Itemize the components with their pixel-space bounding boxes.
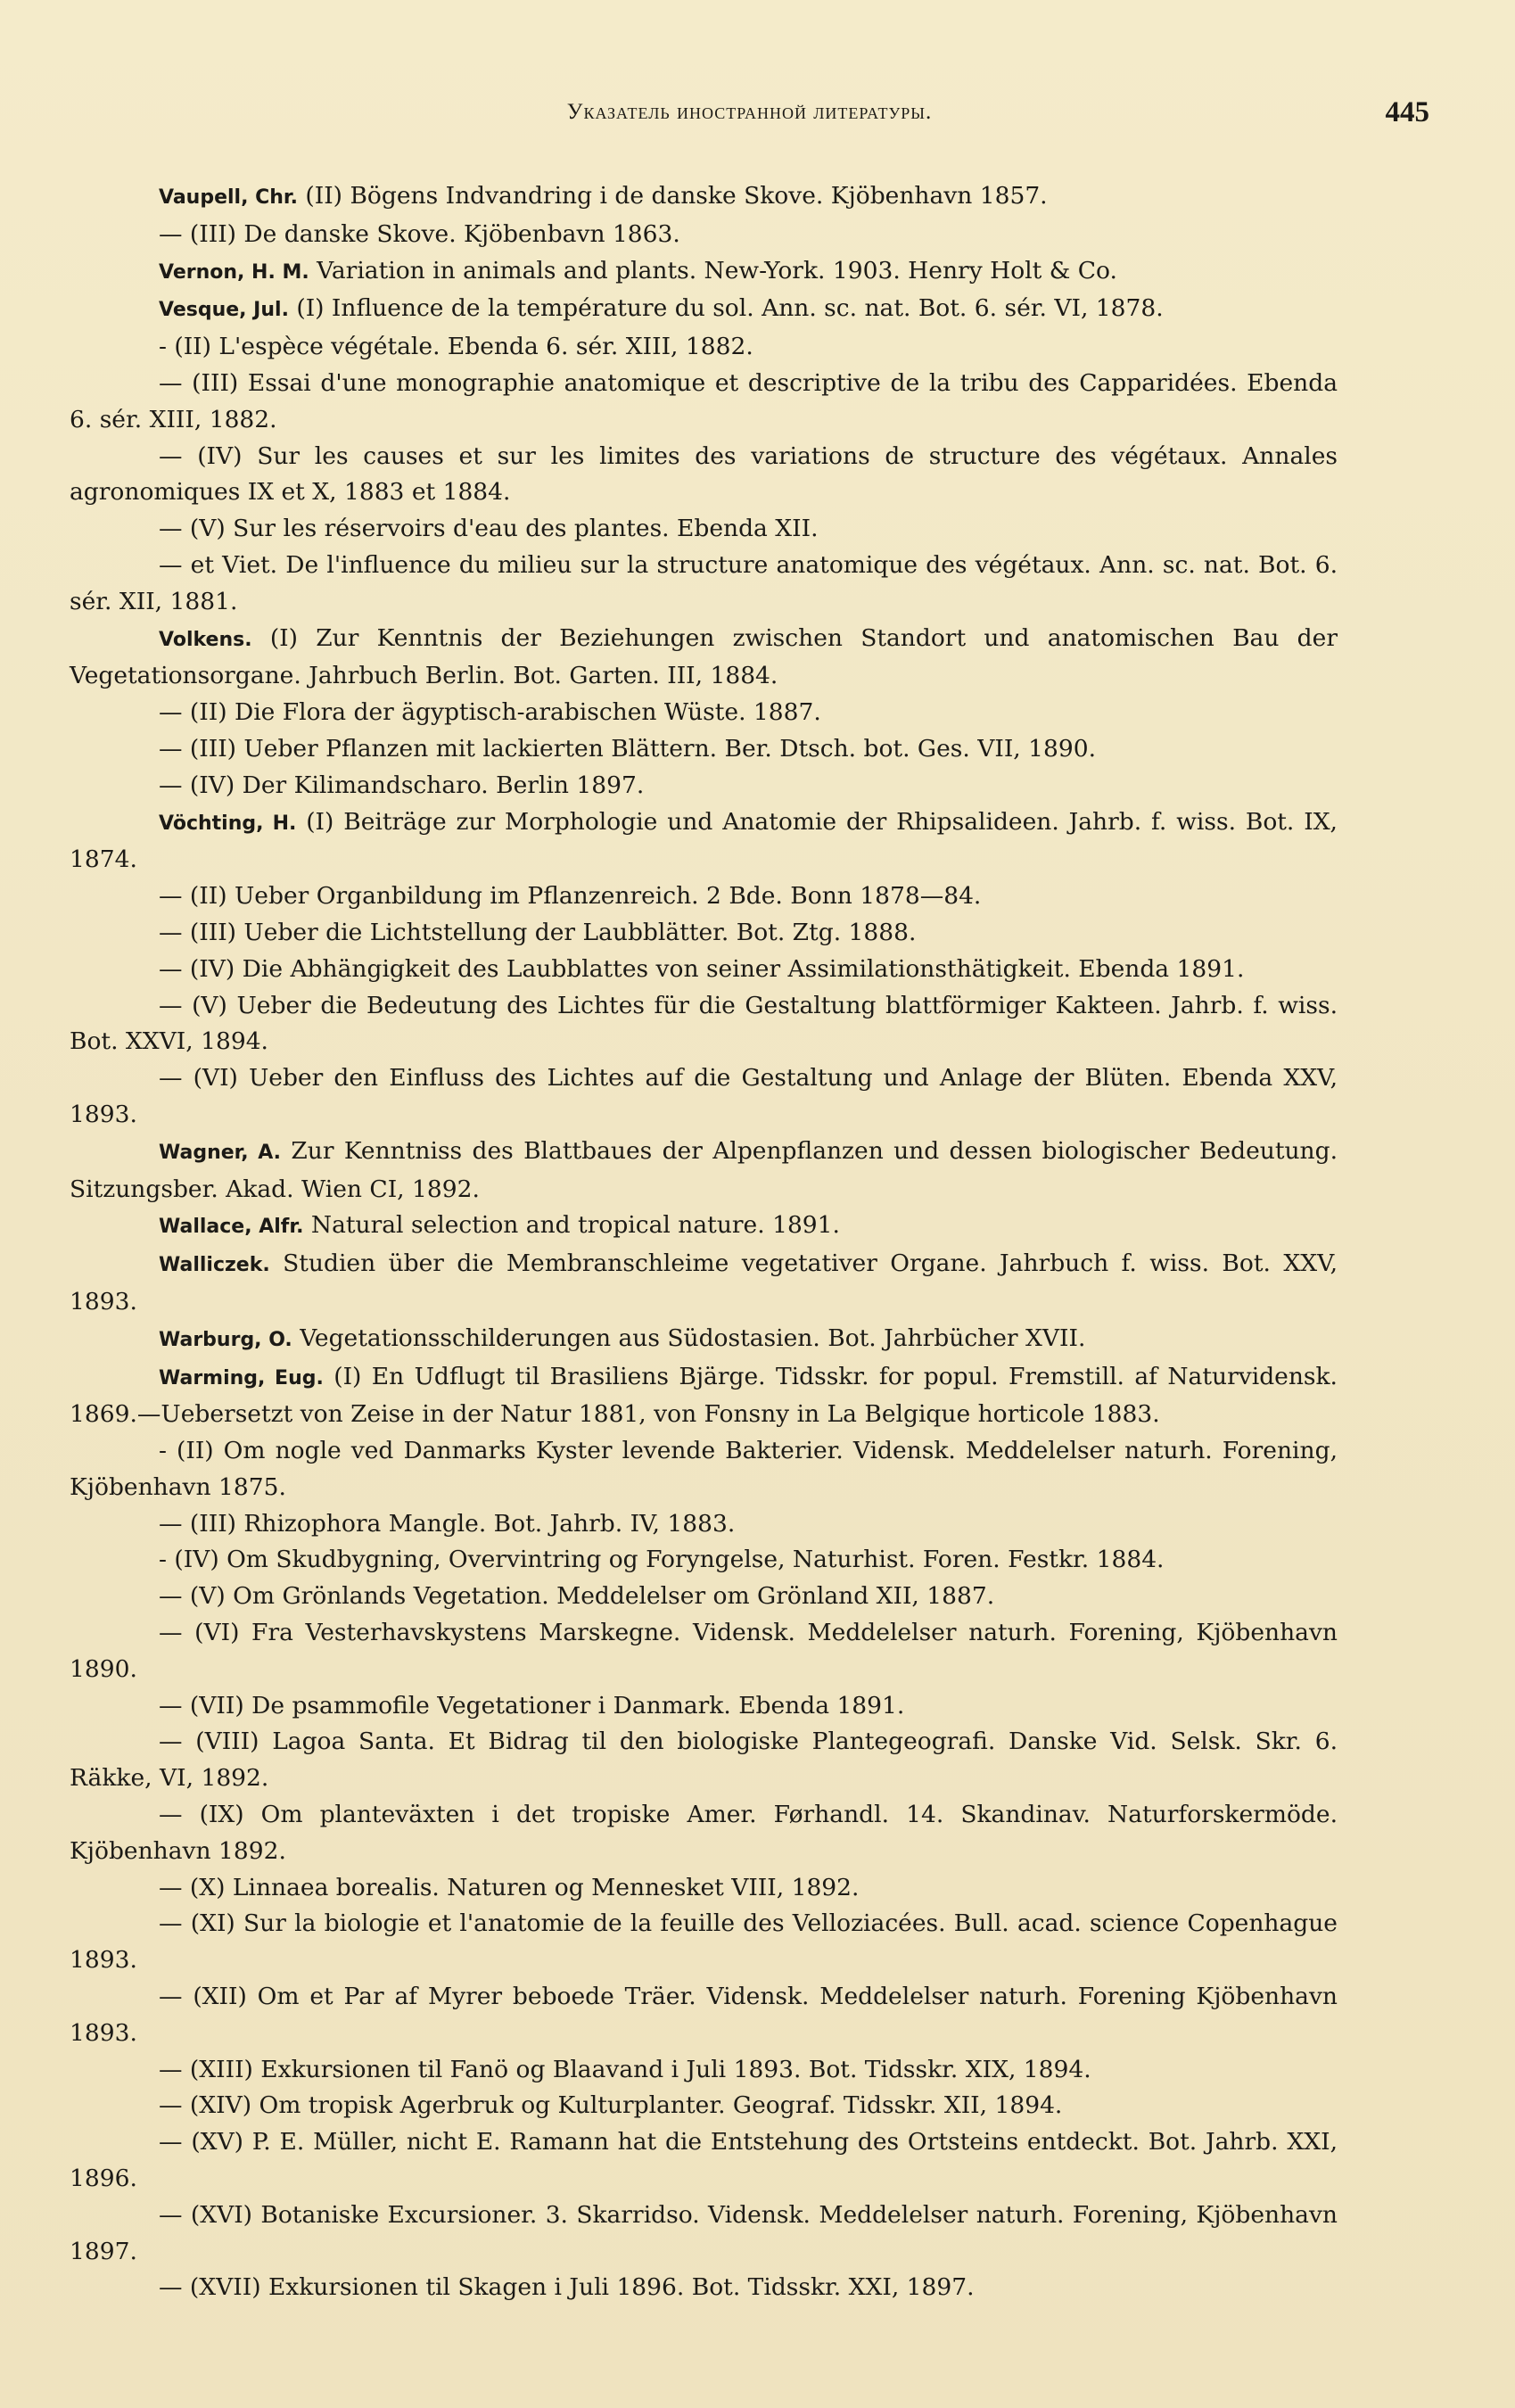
bibliography-entry [70, 1433, 1338, 1506]
entry-text: — (IV) Die Abhängigkeit des Laubblattes von seiner Assimilationsthätigkeit. Ebenda 1891. [159, 954, 1245, 983]
entry-text: (I) Zur Kenntnis der Beziehungen zwischen Standort und anatomischen Bau der Vegetationsorgane. Jahrbuch Berlin. Bot. Garten. III, 1884. [70, 623, 1338, 690]
bibliography-entry [70, 1979, 1338, 2052]
bibliography-entry [70, 1724, 1338, 1797]
bibliography-entry [70, 1615, 1338, 1688]
bibliography-entry [70, 1542, 1338, 1579]
author-name: Volkens. [159, 628, 252, 651]
bibliography-entry [70, 253, 1338, 292]
entry-text: — (XIV) Om tropisk Agerbruk og Kulturplanter. Geograf. Tidsskr. XII, 1894. [159, 2091, 1063, 2120]
author-name: Vernon, H. M. [159, 260, 309, 284]
bibliography-entry [70, 291, 1338, 329]
entry-text: — (III) Rhizophora Mangle. Bot. Jahrb. IV, 1883. [159, 1509, 736, 1538]
entry-text: (I) Beiträge zur Morphologie und Anatomie der Rhipsalideen. Jahrb. f. wiss. Bot. IX, 1874. [70, 807, 1338, 874]
author-name: Vaupell, Chr. [159, 186, 298, 209]
entry-text: — (II) Die Flora der ägyptisch-arabischen Wüste. 1887. [159, 698, 821, 727]
entry-text: — (VII) De psammofile Vegetationer i Danmark. Ebenda 1891. [159, 1691, 905, 1719]
bibliography-entry [70, 1134, 1338, 1208]
running-title: Указатель иностранной литературы. [566, 100, 933, 124]
bibliography-entry [70, 366, 1338, 439]
entry-text: - (II) L'espèce végétale. Ebenda 6. sér. XIII, 1882. [159, 333, 753, 361]
bibliography-entry [70, 2198, 1338, 2271]
entry-text: Vegetationsschilderungen aus Südostasien. Bot. Jahrbücher XVII. [292, 1324, 1086, 1352]
bibliography-entry [70, 988, 1338, 1061]
entry-text: — (VIII) Lagoa Santa. Et Bidrag til den biologiske Plantegeografi. Danske Vid. Selsk. Skr. 6. Räkke, VI, 1892. [70, 1728, 1338, 1793]
bibliography-entry [70, 1060, 1338, 1134]
bibliography-entry [70, 2052, 1338, 2089]
entry-text: — (V) Om Grönlands Vegetation. Meddelelser om Grönland XII, 1887. [159, 1582, 995, 1611]
entry-text: — (III) De danske Skove. Kjöbenbavn 1863. [159, 219, 680, 248]
author-name: Vesque, Jul. [159, 299, 289, 322]
entry-text: — (XII) Om et Par af Myrer beboede Träer. Vidensk. Meddelelser naturh. Forening Kjöbenhavn 1893. [70, 1983, 1338, 2047]
entry-text: - (IV) Om Skudbygning, Overvintring og Foryngelse, Naturhist. Foren. Festkr. 1884. [159, 1546, 1165, 1574]
bibliography-entry [70, 178, 1338, 217]
entry-text: — (XVI) Botaniske Excursioner. 3. Skarridso. Vidensk. Meddelelser naturh. Forening, Kjöbenhavn 1897. [70, 2200, 1338, 2265]
entry-text: Zur Kenntniss des Blattbaues der Alpenpflanzen und dessen biologischer Bedeutung. Sitzungsber. Akad. Wien CI, 1892. [70, 1136, 1338, 1203]
entry-text: — (II) Ueber Organbildung im Pflanzenreich. 2 Bde. Bonn 1878—84. [159, 882, 982, 911]
entry-text: (I) En Udflugt til Brasiliens Bjärge. Tidsskr. for popul. Fremstill. af Naturvidensk. 1869.—Uebersetzt von Zeise in der Natur 1881, von Fonsny in La Belgique horticole 1883. [70, 1362, 1338, 1429]
bibliography-entry [70, 1506, 1338, 1543]
bibliography-entry [70, 217, 1338, 253]
entry-text: — (XV) P. E. Müller, nicht E. Ramann hat die Entstehung des Ortsteins entdeckt. Bot. Jahrb. XXI, 1896. [70, 2128, 1338, 2193]
entry-text: — (XI) Sur la biologie et l'anatomie de la feuille des Velloziacées. Bull. acad. science Copenhague 1893. [70, 1909, 1338, 1975]
author-name: Wagner, A. [159, 1141, 282, 1164]
bibliography-entry [70, 511, 1338, 548]
entry-text: (I) Influence de la température du sol. Ann. sc. nat. Bot. 6. sér. VI, 1878. [288, 294, 1164, 323]
entry-text: Variation in animals and plants. New-York. 1903. Henry Holt & Co. [309, 256, 1117, 285]
entry-text: — (XIII) Exkursionen til Fanö og Blaavand i Juli 1893. Bot. Tidsskr. XIX, 1894. [159, 2055, 1091, 2083]
bibliography-entry [70, 731, 1338, 768]
entry-text: — (X) Linnaea borealis. Naturen og Mennesket VIII, 1892. [159, 1873, 860, 1901]
entry-text: Natural selection and tropical nature. 1891. [303, 1211, 840, 1240]
page-number: 445 [1385, 96, 1429, 128]
bibliography-entry [70, 1359, 1338, 1434]
entry-text: — (XVII) Exkursionen til Skagen i Juli 1896. Bot. Tidsskr. XXI, 1897. [159, 2273, 975, 2302]
entry-text: — (III) Ueber Pflanzen mit lackierten Blättern. Ber. Dtsch. bot. Ges. VII, 1890. [159, 734, 1097, 763]
entry-text: — et Viet. De l'influence du milieu sur la structure anatomique des végétaux. Ann. sc. nat. Bot. 6. sér. XII, 1881. [70, 550, 1338, 615]
author-name: Vöchting, H. [159, 812, 297, 835]
bibliography-entry [70, 1688, 1338, 1725]
author-name: Walliczek. [159, 1254, 270, 1277]
entry-text: Studien über die Membranschleime vegetativer Organe. Jahrbuch f. wiss. Bot. XXV, 1893. [70, 1249, 1338, 1315]
bibliography-entry [70, 804, 1338, 879]
entry-text: — (V) Ueber die Bedeutung des Lichtes für die Gestaltung blattförmiger Kakteen. Jahrb. f. wiss. Bot. XXVI, 1894. [70, 991, 1338, 1056]
entry-text: — (VI) Fra Vesterhavskystens Marskegne. Vidensk. Meddelelser naturh. Forening, Kjöbenhavn 1890. [70, 1619, 1338, 1683]
bibliography-entry [70, 768, 1338, 804]
bibliography-entry [70, 952, 1338, 988]
entry-text: — (III) Ueber die Lichtstellung der Laubblätter. Bot. Ztg. 1888. [159, 918, 917, 946]
author-name: Wallace, Alfr. [159, 1216, 304, 1239]
entry-text: — (IV) Der Kilimandscharo. Berlin 1897. [159, 771, 645, 799]
author-name: Warburg, O. [159, 1328, 292, 1351]
entry-text: — (IX) Om planteväxten i det tropiske Amer. Førhandl. 14. Skandinav. Naturforskermöde. Kjöbenhavn 1892. [70, 1801, 1338, 1865]
bibliography-entry [70, 1870, 1338, 1907]
entry-text: — (IV) Sur les causes et sur les limites des variations de structure des végétaux. Annales agronomiques IX et X, 1883 et 1884. [70, 441, 1338, 507]
bibliography-entry [70, 695, 1338, 731]
entry-text: (II) Bögens Indvandring i de danske Skove. Kjöbenhavn 1857. [297, 182, 1048, 210]
author-name: Warming, Eug. [159, 1366, 324, 1390]
bibliography-entry [70, 915, 1338, 952]
bibliography-entry [70, 1246, 1338, 1321]
bibliography-entry [70, 621, 1338, 696]
bibliography-entry [70, 548, 1338, 621]
bibliography-entry [70, 1906, 1338, 1979]
bibliography-entry [70, 2270, 1338, 2306]
entry-text: - (II) Om nogle ved Danmarks Kyster levende Bakterier. Vidensk. Meddelelser naturh. Forening, Kjöbenhavn 1875. [70, 1437, 1338, 1501]
page-header [70, 96, 1429, 139]
bibliography-list [70, 178, 1338, 2306]
bibliography-entry [70, 1208, 1338, 1246]
entry-text: — (V) Sur les réservoirs d'eau des plantes. Ebenda XII. [159, 515, 819, 543]
bibliography-entry [70, 2088, 1338, 2124]
entry-text: — (VI) Ueber den Einfluss des Lichtes auf die Gestaltung und Anlage der Blüten. Ebenda XXV, 1893. [70, 1064, 1338, 1128]
bibliography-entry [70, 1579, 1338, 1615]
bibliography-entry [70, 1797, 1338, 1870]
bibliography-entry [70, 439, 1338, 512]
bibliography-entry [70, 878, 1338, 915]
bibliography-entry [70, 1321, 1338, 1359]
entry-text: — (III) Essai d'une monographie anatomique et descriptive de la tribu des Capparidées. Ebenda 6. sér. XIII, 1882. [70, 368, 1338, 433]
bibliography-entry [70, 2124, 1338, 2198]
bibliography-entry [70, 329, 1338, 366]
